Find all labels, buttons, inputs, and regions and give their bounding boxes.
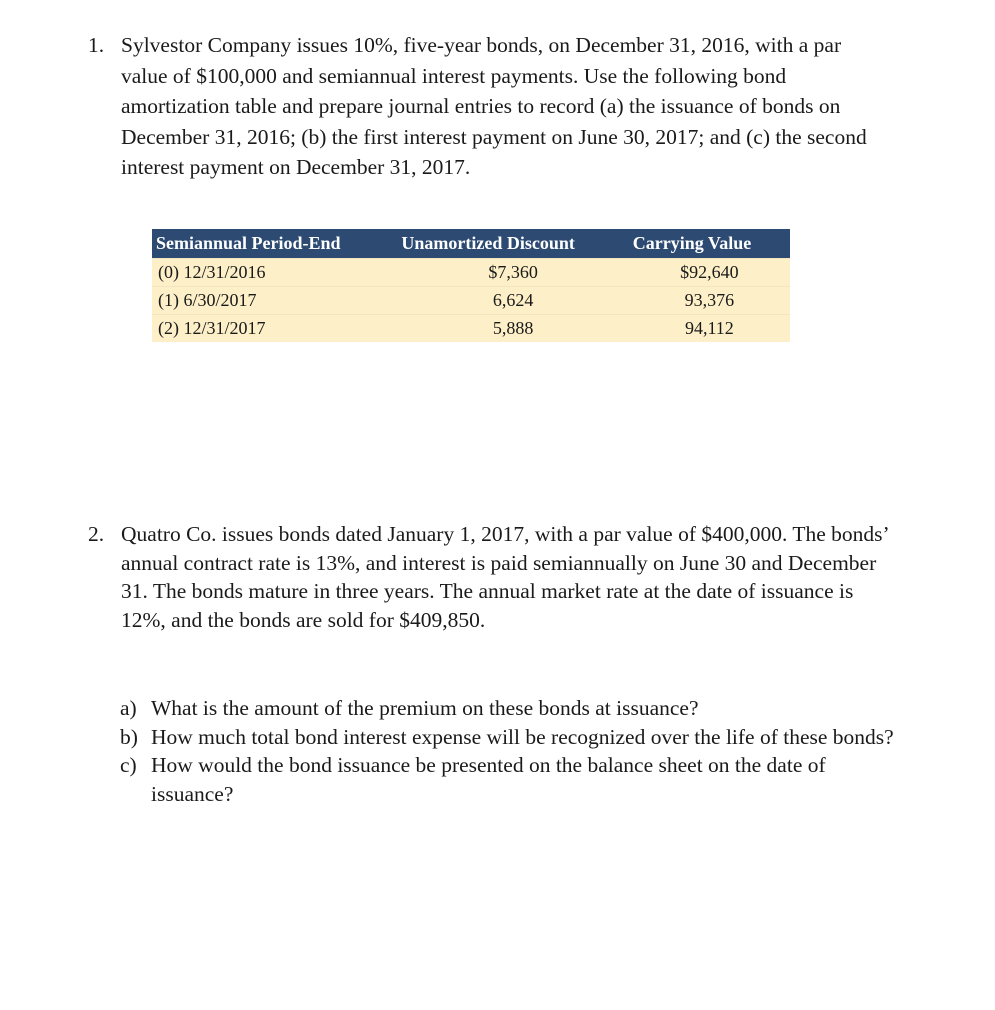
- question-2: [88, 520, 898, 634]
- cell: 93,376: [629, 287, 790, 315]
- cell: 94,112: [629, 315, 790, 343]
- question-text: Sylvestor Company issues 10%, five-year bonds, on December 31, 2016, with a par value of $100,000 and semiannual interest payments. Use the following bond amortization table and prepare journal entries to record (a) the issuance of bonds on December 31, 2016; (b) the first interest payment on June 30, 2017; and (c) the second interest payment on December 31, 2017.: [121, 33, 867, 179]
- sub-questions: [88, 694, 898, 808]
- cell: 6,624: [397, 287, 628, 315]
- question-number: 2.: [88, 522, 105, 546]
- table-row: [152, 259, 790, 287]
- sub-label: b): [120, 724, 138, 749]
- column-header: Unamortized Discount: [397, 229, 628, 259]
- sub-question-c: [120, 751, 898, 808]
- question-1: [88, 30, 878, 183]
- table-row: [152, 287, 790, 315]
- column-header: Carrying Value: [629, 229, 790, 259]
- sub-text: What is the amount of the premium on these bonds at issuance?: [151, 696, 699, 720]
- sub-question-a: [120, 694, 898, 723]
- cell: (1) 6/30/2017: [152, 287, 397, 315]
- table-row: [152, 315, 790, 343]
- sub-text: How much total bond interest expense will be recognized over the life of these bonds?: [151, 724, 894, 749]
- cell: 5,888: [397, 315, 628, 343]
- sub-question-b: [120, 723, 898, 752]
- sub-text: How would the bond issuance be presented on the balance sheet on the date of issuance?: [151, 753, 826, 806]
- sub-label: a): [120, 696, 137, 720]
- cell: (0) 12/31/2016: [152, 259, 397, 287]
- sub-label: c): [120, 753, 137, 777]
- amortization-table: [152, 229, 790, 342]
- cell: $92,640: [629, 259, 790, 287]
- table-header-row: [152, 229, 790, 259]
- question-text: Quatro Co. issues bonds dated January 1, 2017, with a par value of $400,000. The bonds’ annual contract rate is 13%, and interest is paid semiannually on June 30 and December 31. The bonds mature in three years. The annual market rate at the date of issuance is 12%, and the bonds are sold for $409,850.: [121, 522, 889, 632]
- cell: $7,360: [397, 259, 628, 287]
- column-header: Semiannual Period-End: [152, 229, 397, 259]
- question-number: 1.: [88, 33, 105, 57]
- cell: (2) 12/31/2017: [152, 315, 397, 343]
